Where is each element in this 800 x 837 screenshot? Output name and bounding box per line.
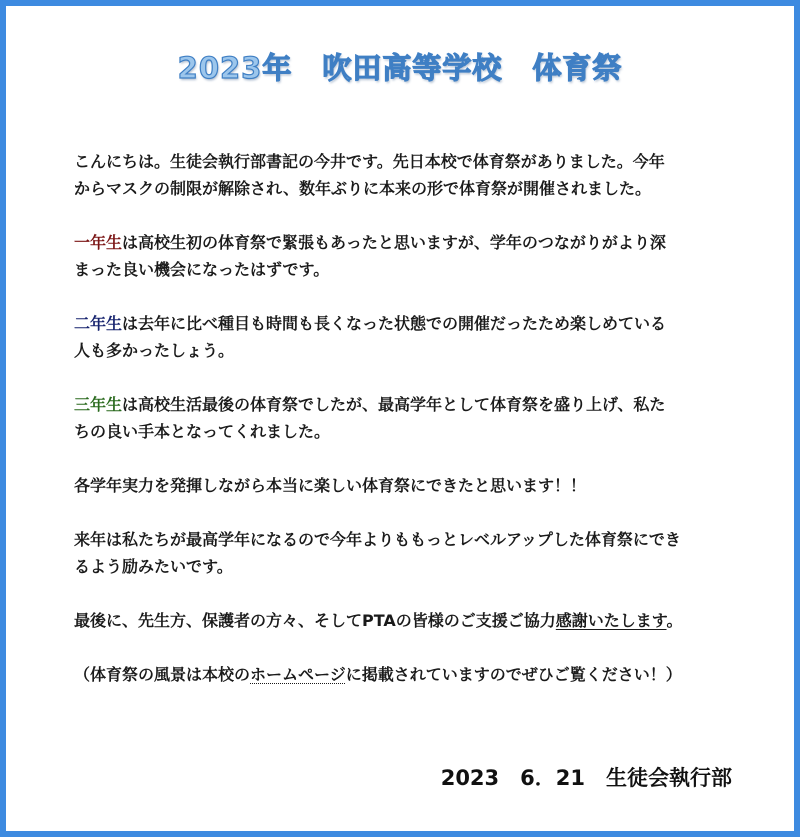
note-text-after: に掲載されていますのでぜひご覧ください！） bbox=[345, 665, 682, 684]
paragraph-intro: こんにちは。生徒会執行部書記の今井です。先日本校で体育祭がありました。今年 からマスクの制限が解除され、数年ぶりに本来の形で体育祭が開催されました。 bbox=[74, 152, 665, 198]
thanks-text: 最後に、先生方、保護者の方々、そしてPTAの皆様のご支援ご協力 bbox=[74, 611, 556, 630]
label-second-year: 二年生 bbox=[74, 314, 123, 333]
signature: 2023 6．21 生徒会執行部 bbox=[440, 766, 732, 790]
page-title: 2023年 吹田高等学校 体育祭 bbox=[177, 51, 623, 85]
paragraph-thanks bbox=[74, 607, 746, 634]
text-first-year: は高校生初の体育祭で緊張もあったと思いますが、学年のつながりがより深 まった良い機会になったはずです。 bbox=[74, 233, 666, 279]
paragraph-third-year bbox=[74, 391, 746, 445]
note-text-before: （体育祭の風景は本校の bbox=[74, 665, 251, 684]
label-third-year: 三年生 bbox=[74, 395, 123, 414]
paragraph-note bbox=[74, 661, 746, 688]
thanks-period: 。 bbox=[666, 611, 683, 630]
paragraph-second-year bbox=[74, 310, 746, 364]
thanks-underlined: 感謝いたします bbox=[555, 611, 667, 630]
homepage-link[interactable]: ホームページ bbox=[250, 665, 346, 684]
article-body bbox=[74, 148, 746, 715]
label-first-year: 一年生 bbox=[74, 233, 123, 252]
paragraph-all-grades: 各学年実力を発揮しながら本当に楽しい体育祭にできたと思います！！ bbox=[74, 476, 587, 495]
text-third-year: は高校生活最後の体育祭でしたが、最高学年として体育祭を盛り上げ、私た ちの良い手本となってくれました。 bbox=[74, 395, 666, 441]
paragraph-next-year: 来年は私たちが最高学年になるので今年よりももっとレベルアップした体育祭にでき るよう励みたいです。 bbox=[74, 530, 681, 576]
text-second-year: は去年に比べ種目も時間も長くなった状態での開催だったため楽しめている 人も多かったしょう。 bbox=[74, 314, 667, 360]
paragraph-first-year bbox=[74, 229, 746, 283]
